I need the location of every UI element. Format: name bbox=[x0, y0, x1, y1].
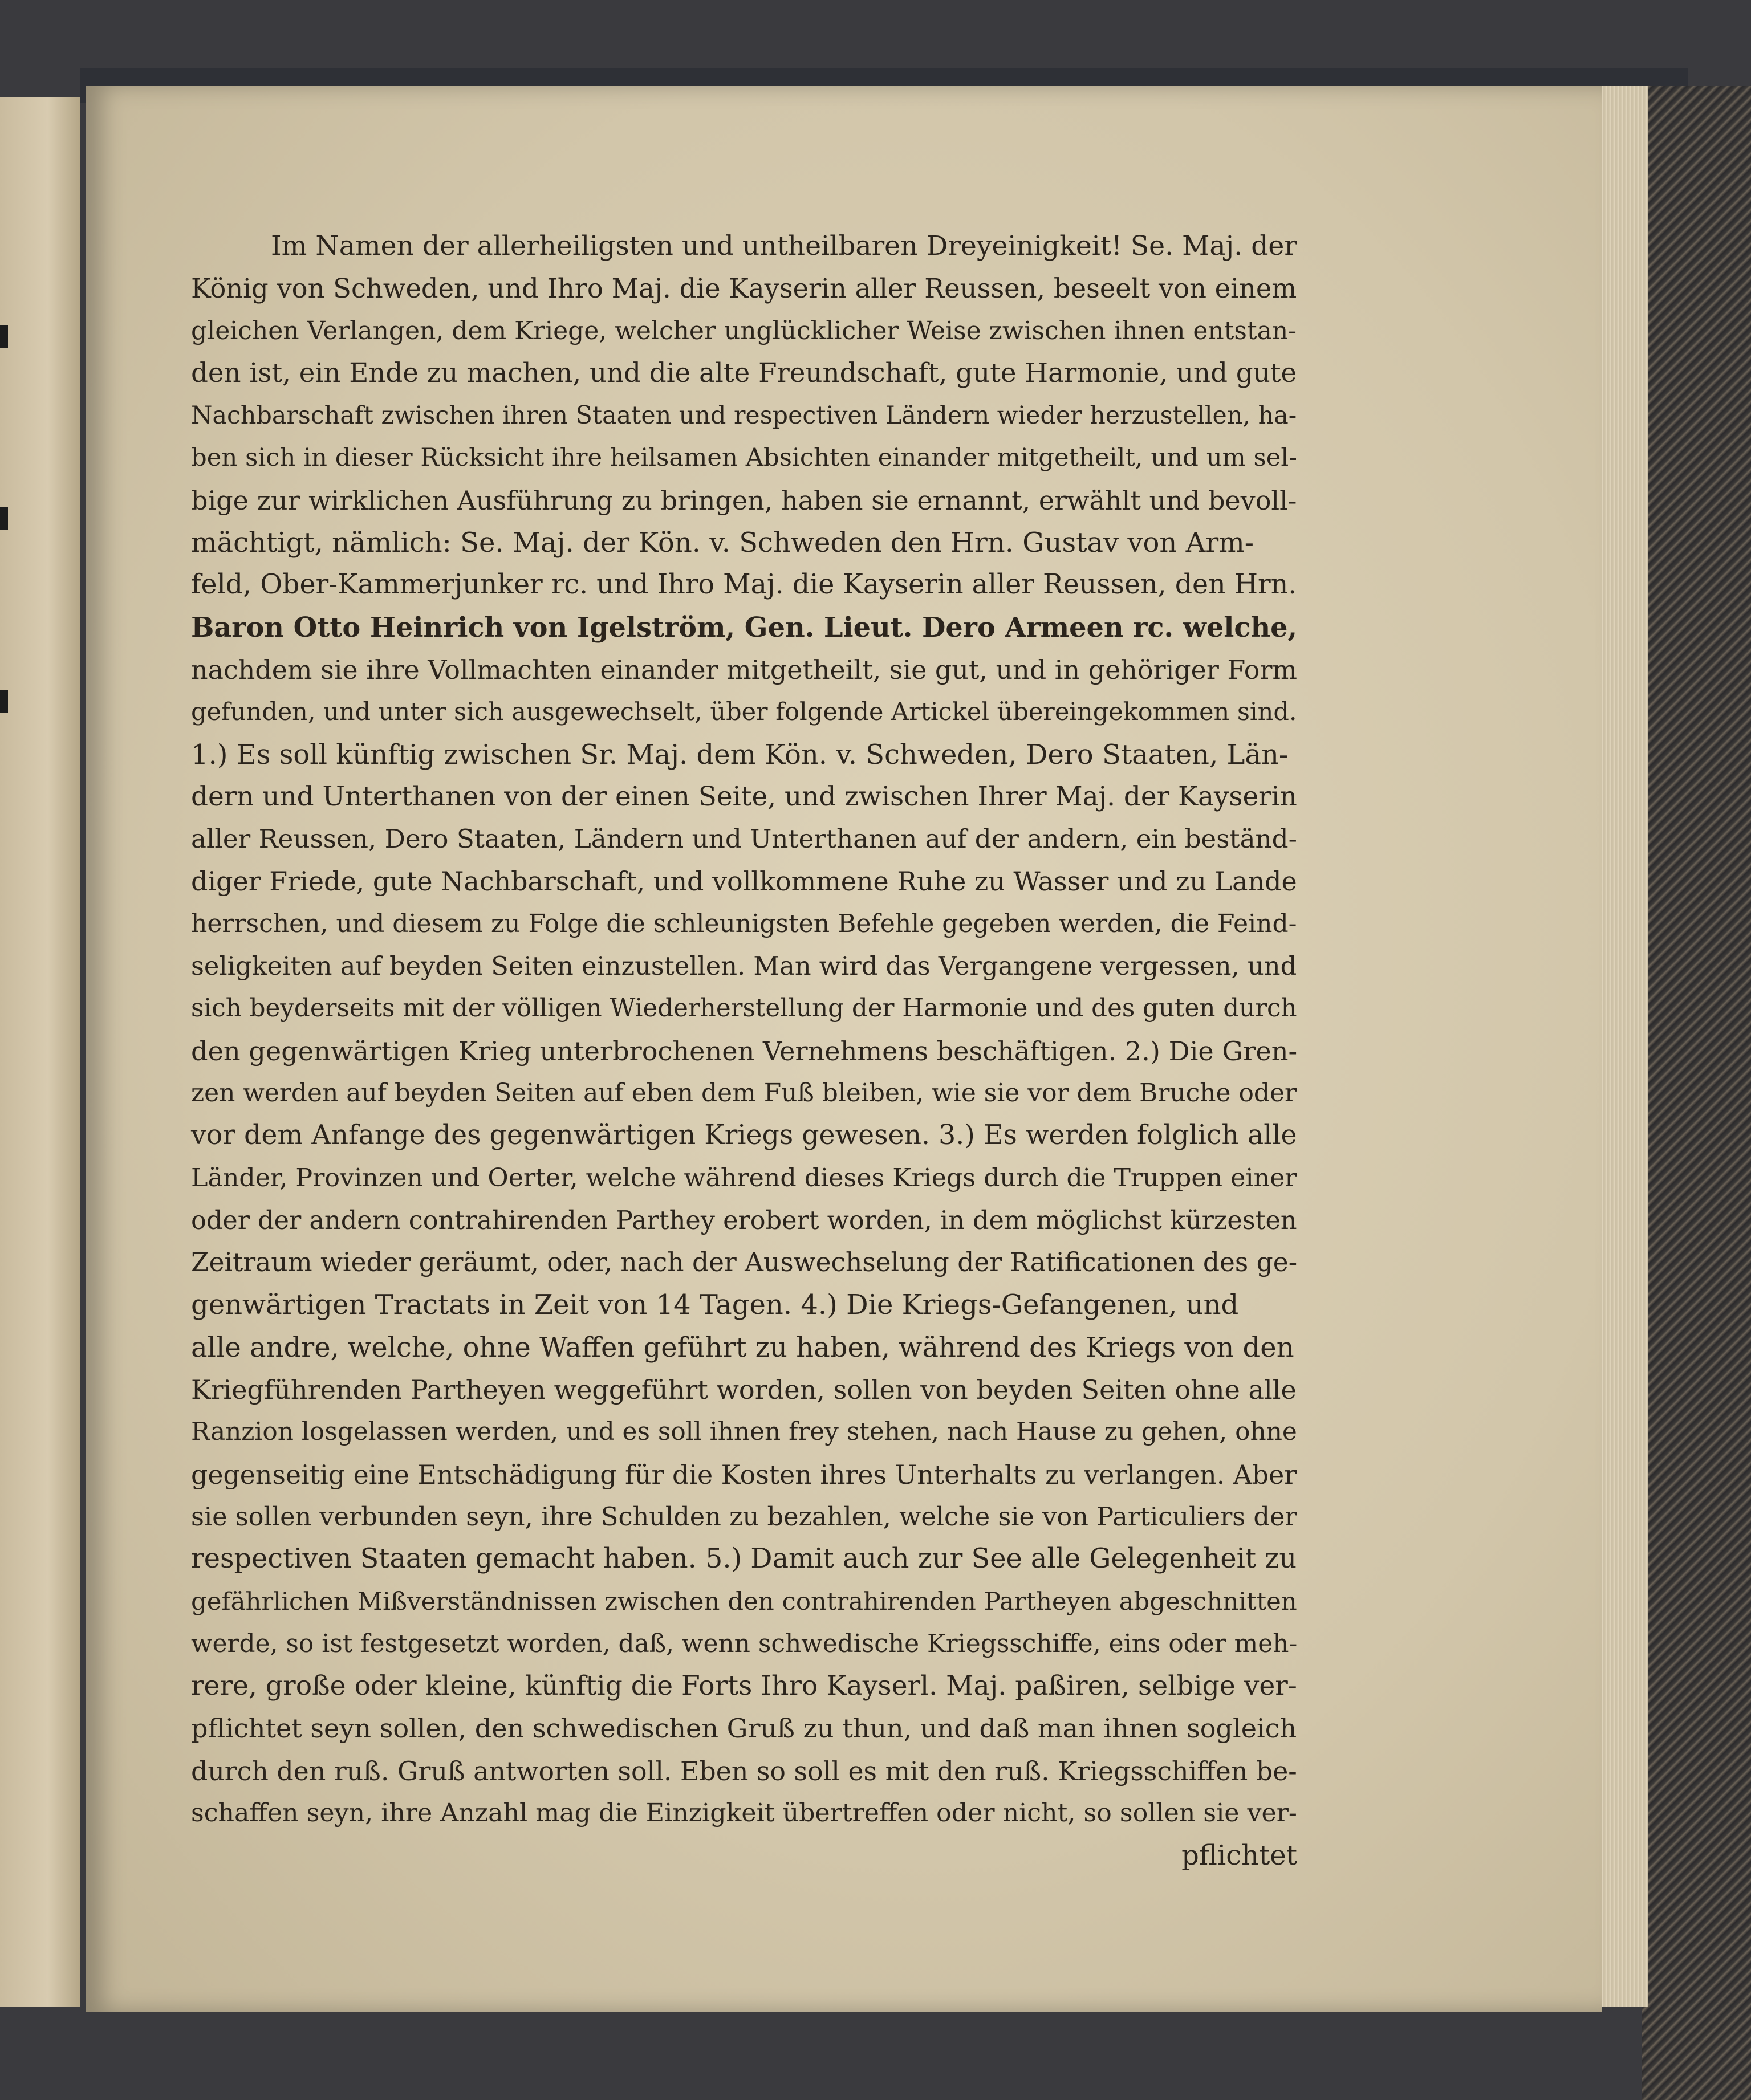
text-line: alle andre, welche, ohne Waffen geführt zu haben, während des Kriegs von den bbox=[191, 1331, 1294, 1364]
text-line: pflichtet seyn sollen, den schwedischen Gruß zu thun, und daß man ihnen sogleich bbox=[191, 1713, 1297, 1744]
text-line: genwärtigen Tractats in Zeit von 14 Tagen. 4.) Die Kriegs-Gefangenen, und bbox=[191, 1289, 1239, 1321]
text-line: Länder, Provinzen und Oerter, welche während dieses Kriegs durch die Truppen einer bbox=[191, 1163, 1297, 1193]
text-line: Zeitraum wieder geräumt, oder, nach der Auswechselung der Ratificationen des ge- bbox=[191, 1247, 1298, 1278]
text-line: zen werden auf beyden Seiten auf eben dem Fuß bleiben, wie sie vor dem Bruche oder bbox=[191, 1078, 1297, 1108]
text-line: 1.) Es soll künftig zwischen Sr. Maj. dem Kön. v. Schweden, Dero Staaten, Län- bbox=[191, 738, 1289, 771]
text-line: sie sollen verbunden seyn, ihre Schulden zu bezahlen, welche sie von Particuliers der bbox=[191, 1501, 1297, 1532]
catchword: pflichtet bbox=[1181, 1839, 1297, 1872]
text-line: Kriegführenden Partheyen weggeführt worden, sollen von beyden Seiten ohne alle bbox=[191, 1374, 1297, 1406]
text-line: Im Namen der allerheiligsten und untheilbaren Dreyeinigkeit! Se. Maj. der bbox=[271, 230, 1297, 262]
text-line: Ranzion losgelassen werden, und es soll ihnen frey stehen, nach Hause zu gehen, ohne bbox=[191, 1417, 1297, 1447]
edge-mark bbox=[0, 325, 8, 348]
text-line: gefunden, und unter sich ausgewechselt, über folgende Artickel übereingekommen sind. bbox=[191, 698, 1297, 727]
text-line: seligkeiten auf beyden Seiten einzustellen. Man wird das Vergangene vergessen, und bbox=[191, 951, 1297, 982]
text-line: respectiven Staaten gemacht haben. 5.) Damit auch zur See alle Gelegenheit zu bbox=[191, 1543, 1297, 1575]
text-line: diger Friede, gute Nachbarschaft, und vollkommene Ruhe zu Wasser und zu Lande bbox=[191, 866, 1297, 897]
text-line: dern und Unterthanen von der einen Seite, und zwischen Ihrer Maj. der Kayserin bbox=[191, 780, 1297, 812]
page-text bbox=[191, 225, 1297, 1877]
text-line: Nachbarschaft zwischen ihren Staaten und respectiven Ländern wieder herzustellen, ha- bbox=[191, 401, 1297, 430]
text-line: gefährlichen Mißverständnissen zwischen den contrahirenden Partheyen abgeschnitten bbox=[191, 1587, 1297, 1616]
text-line: vor dem Anfange des gegenwärtigen Kriegs gewesen. 3.) Es werden folglich alle bbox=[191, 1120, 1297, 1151]
text-line: durch den ruß. Gruß antworten soll. Eben so soll es mit den ruß. Kriegsschiffen be- bbox=[191, 1755, 1297, 1786]
text-line: schaffen seyn, ihre Anzahl mag die Einzigkeit übertreffen oder nicht, so sollen sie ver- bbox=[191, 1798, 1297, 1828]
text-line: herrschen, und diesem zu Folge die schleunigsten Befehle gegeben werden, die Feind- bbox=[191, 909, 1297, 938]
text-line: Baron Otto Heinrich von Igelström, Gen. Lieut. Dero Armeen rc. welche, bbox=[191, 611, 1298, 644]
edge-mark bbox=[0, 690, 8, 713]
page-stack-edge bbox=[1596, 86, 1648, 2007]
text-line: gleichen Verlangen, dem Kriege, welcher unglücklicher Weise zwischen ihnen entstan- bbox=[191, 316, 1297, 345]
text-line: bige zur wirklichen Ausführung zu bringen, haben sie ernannt, erwählt und bevoll- bbox=[191, 485, 1297, 516]
text-line: sich beyderseits mit der völligen Wiederherstellung der Harmonie und des guten durch bbox=[191, 994, 1297, 1023]
edge-mark bbox=[0, 507, 8, 530]
text-line: oder der andern contrahirenden Parthey erobert worden, in dem möglichst kürzesten bbox=[191, 1205, 1297, 1235]
text-line: werde, so ist festgesetzt worden, daß, wenn schwedische Kriegsschiffe, eins oder meh- bbox=[191, 1629, 1298, 1658]
text-line: den ist, ein Ende zu machen, und die alte Freundschaft, gute Harmonie, und gute bbox=[191, 357, 1297, 389]
left-edge-marks bbox=[0, 325, 17, 1009]
text-line: König von Schweden, und Ihro Maj. die Kayserin aller Reussen, beseelt von einem bbox=[191, 273, 1297, 304]
text-line: nachdem sie ihre Vollmachten einander mitgetheilt, sie gut, und in gehöriger Form bbox=[191, 654, 1297, 685]
text-line: mächtigt, nämlich: Se. Maj. der Kön. v. Schweden den Hrn. Gustav von Arm- bbox=[191, 527, 1254, 559]
text-line: aller Reussen, Dero Staaten, Ländern und Unterthanen auf der andern, ein beständ- bbox=[191, 824, 1297, 854]
text-line: ben sich in dieser Rücksicht ihre heilsamen Absichten einander mitgetheilt, und um sel- bbox=[191, 443, 1297, 473]
text-line: feld, Ober-Kammerjunker rc. und Ihro Maj. die Kayserin aller Reussen, den Hrn. bbox=[191, 569, 1297, 601]
text-line: gegenseitig eine Entschädigung für die Kosten ihres Unterhalts zu verlangen. Aber bbox=[191, 1459, 1297, 1490]
text-line: den gegenwärtigen Krieg unterbrochenen Vernehmens beschäftigen. 2.) Die Gren- bbox=[191, 1035, 1298, 1067]
text-line: rere, große oder kleine, künftig die Forts Ihro Kayserl. Maj. paßiren, selbige ver- bbox=[191, 1670, 1297, 1702]
book-cover-right bbox=[1642, 86, 1751, 2100]
left-page-edge bbox=[0, 97, 80, 2007]
